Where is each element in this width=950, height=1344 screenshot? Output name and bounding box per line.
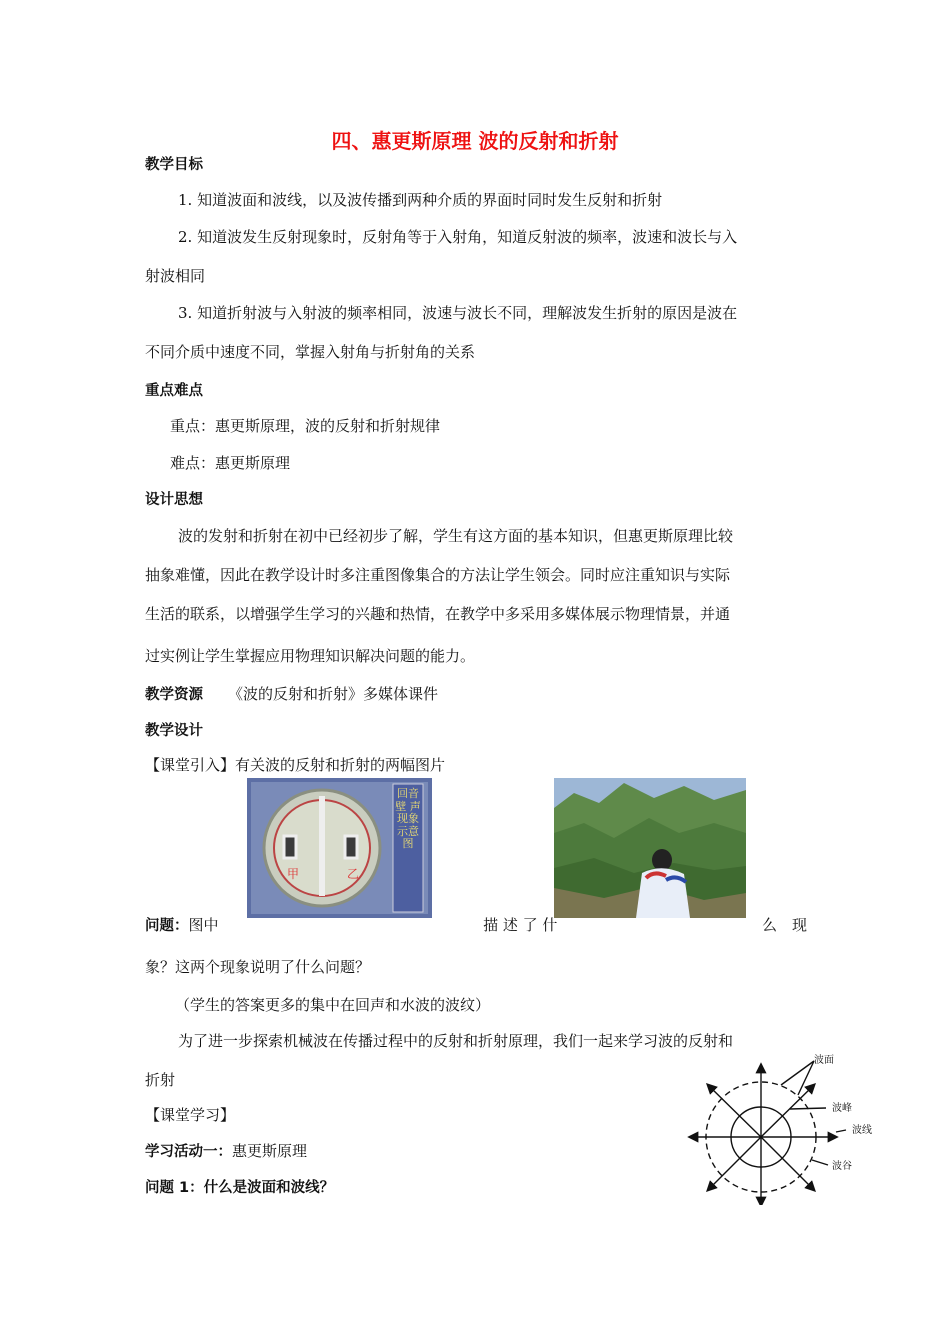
goal-2-line1: 2. 知道波发生反射现象时，反射角等于入射角，知道反射波的频率，波速和波长与入: [178, 228, 738, 246]
transition-line-2: 折射: [145, 1071, 176, 1089]
resource-text: 《波的反射和折射》多媒体课件: [228, 685, 439, 703]
label-jia: 甲: [287, 867, 300, 881]
difficulty: 难点：惠更斯原理: [170, 454, 291, 472]
label-trough: 波谷: [832, 1161, 852, 1172]
transition-line-1: 为了进一步探索机械波在传播过程中的反射和折射原理，我们一起来学习波的反射和: [178, 1032, 734, 1050]
key-point: 重点：惠更斯原理，波的反射和折射规律: [170, 417, 441, 435]
design-line-4: 过实例让学生掌握应用物理知识解决问题的能力。: [145, 647, 476, 665]
label-crest: 波峰: [832, 1103, 852, 1114]
echo-wall-caption: 回音壁 声现象示意图: [395, 787, 421, 850]
question-line-2: 象？这两个现象说明了什么问题？: [145, 958, 371, 976]
mountain-echo-image: [554, 778, 746, 918]
activity-1-text: 惠更斯原理: [232, 1142, 308, 1160]
design-heading: 设计思想: [145, 492, 203, 508]
question-part-1: 图中: [188, 916, 219, 934]
question-part-3: 么 现: [761, 916, 807, 934]
design-line-2: 抽象难懂，因此在教学设计时多注重图像集合的方法让学生领会。同时应注重知识与实际: [145, 566, 731, 584]
label-ray: 波线: [852, 1125, 872, 1136]
key-heading: 重点难点: [145, 383, 203, 399]
wavefront-diagram: [686, 1045, 886, 1205]
page-title: 四、惠更斯原理 波的反射和折射: [331, 129, 619, 153]
goal-3-line2: 不同介质中速度不同，掌握入射角与折射角的关系: [145, 343, 476, 361]
student-answer: （学生的答案更多的集中在回声和水波的波纹）: [175, 996, 491, 1014]
class-study: 【课堂学习】: [145, 1106, 236, 1124]
goal-1: 1. 知道波面和波线，以及波传播到两种介质的界面时同时发生反射和折射: [178, 191, 663, 209]
goal-2-line2: 射波相同: [145, 267, 206, 285]
label-wavefront: 波面: [814, 1055, 834, 1066]
question-part-2: 描 述 了 什: [483, 916, 558, 934]
design-line-1: 波的发射和折射在初中已经初步了解，学生有这方面的基本知识，但惠更斯原理比较: [178, 527, 734, 545]
teaching-heading: 教学设计: [145, 723, 203, 739]
resource-heading: 教学资源: [145, 687, 203, 703]
question-1: 问题 1：什么是波面和波线？: [145, 1180, 335, 1196]
design-line-3: 生活的联系，以增强学生学习的兴趣和热情，在教学中多采用多媒体展示物理情景，并通: [145, 605, 731, 623]
activity-1-label: 学习活动一：: [145, 1144, 232, 1160]
label-yi: 乙: [347, 867, 360, 881]
goals-heading: 教学目标: [145, 157, 203, 173]
class-intro: 【课堂引入】有关波的反射和折射的两幅图片: [145, 756, 446, 774]
question-label: 问题：: [145, 918, 189, 934]
goal-3-line1: 3. 知道折射波与入射波的频率相同，波速与波长不同，理解波发生折射的原因是波在: [178, 304, 738, 322]
question-line: [145, 914, 807, 935]
echo-wall-image: [247, 778, 432, 918]
